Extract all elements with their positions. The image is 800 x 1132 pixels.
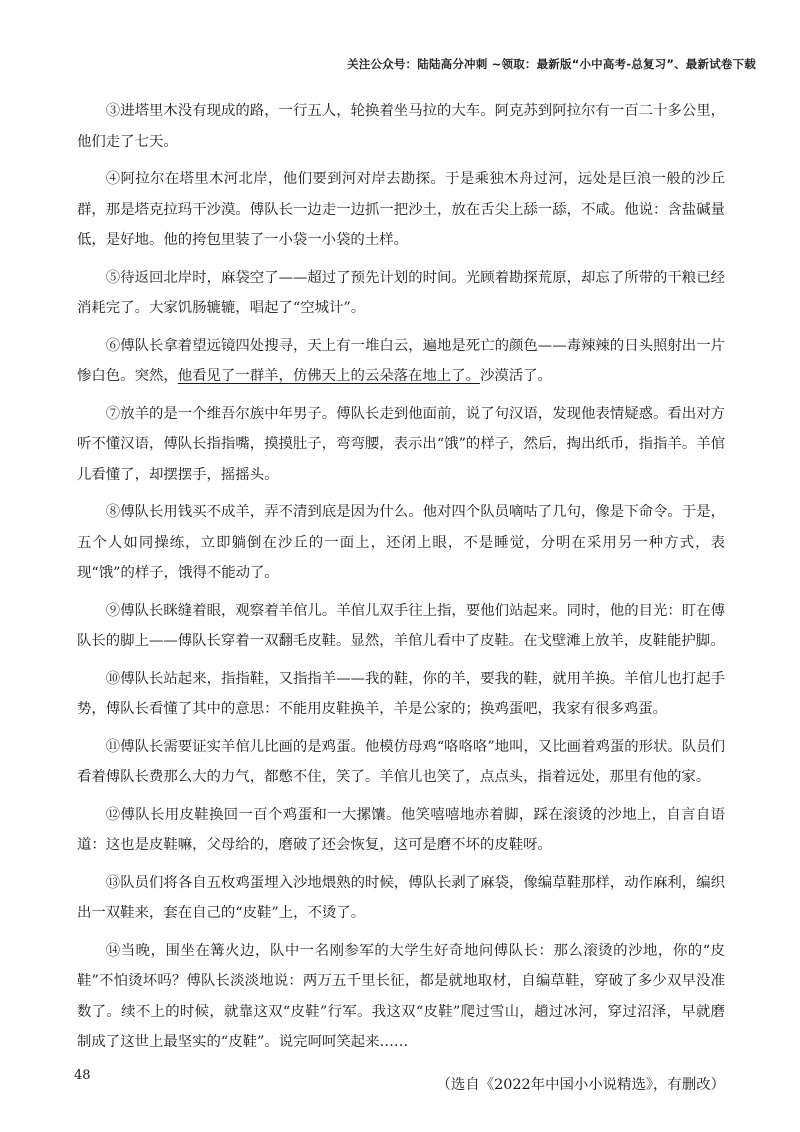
paragraph-4: ④阿拉尔在塔里木河北岸，他们要到河对岸去勘探。于是乘独木舟过河，远处是巨浪一般的沙丘群，那是塔克拉玛干沙漠。傅队长一边走一边抓一把沙土，放在舌尖上舔一舔，不咸。他说：含盐碱量低，是好地。他的挎包里装了一小袋一小袋的土样。 [77,171,725,248]
article-body [77,96,725,1100]
paragraph-12: ⑫傅队长用皮鞋换回一百个鸡蛋和一大摞馕。他笑嘻嘻地赤着脚，踩在滚烫的沙地上，自言自语道：这也是皮鞋嘛，父母给的，磨破了还会恢复，这可是磨不坏的皮鞋呀。 [77,806,725,853]
paragraph-8: ⑧傅队长用钱买不成羊，弄不清到底是因为什么。他对四个队员嘀咕了几句，像是下命令。于是，五个人如同操练，立即躺倒在沙丘的一面上，还闭上眼，不是睡觉，分明在采用另一种方式，表现“饿”的样子，饿得不能动了。 [77,504,725,581]
paragraph-5: ⑤待返回北岸时，麻袋空了——超过了预先计划的时间。光顾着勘探荒原，却忘了所带的干粮已经消耗完了。大家饥肠辘辘，唱起了“空城计”。 [77,269,725,316]
paragraph-10: ⑩傅队长站起来，指指鞋，又指指羊——我的鞋，你的羊，要我的鞋，就用羊换。羊倌儿也打起手势，傅队长看懂了其中的意思：不能用皮鞋换羊，羊是公家的；换鸡蛋吧，我家有很多鸡蛋。 [77,670,725,717]
paragraph-3: ③进塔里木没有现成的路，一行五人，轮换着坐马拉的大车。阿克苏到阿拉尔有一百二十多公里，他们走了七天。 [77,103,725,150]
paragraph-9: ⑨傅队长眯缝着眼，观察着羊倌儿。羊倌儿双手往上指，要他们站起来。同时，他的目光：盯在傅队长的脚上——傅队长穿着一双翻毛皮鞋。显然，羊倌儿看中了皮鞋。在戈壁滩上放羊，皮鞋能护脚。 [77,602,725,649]
page-header-notice: 关注公众号：陆陆高分冲刺 ~领取：最新版“小中高考-总复习”、最新试卷下载 [347,57,756,71]
paragraph-6-after: 沙漠活了。 [479,368,552,384]
paragraph-7: ⑦放羊的是一个维吾尔族中年男子。傅队长走到他面前，说了句汉语，发现他表情疑惑。看出对方听不懂汉语，傅队长指指嘴，摸摸肚子，弯弯腰，表示出“饿”的样子，然后，掏出纸币，指指羊。羊倌儿看懂了，却摆摆手，摇摇头。 [77,405,725,483]
source-citation: （选自《2022年中国小小说精选》，有删改） [436,1076,725,1093]
paragraph-14: ⑭当晚，围坐在篝火边，队中一名刚参军的大学生好奇地问傅队长：那么滚烫的沙地，你的“皮鞋”不怕烫坏吗？傅队长淡淡地说：两万五千里长征，都是就地取材，自编草鞋，穿破了多少双早没准数了。续不上的时候，就靠这双“皮鞋”行军。我这双“皮鞋”爬过雪山，趟过冰河，穿过沼泽，早就磨制成了这世上最坚实的“皮鞋”。说完呵呵笑起来…… [77,942,725,1050]
paragraph-6-before: ⑥傅队长拿着望远镜四处搜寻，天上有一堆白云，遍地是死亡的颜色——毒辣辣的日头照射出一片惨白色。突然， [77,337,725,384]
paragraph-6 [77,331,725,392]
paragraph-11: ⑪傅队长需要证实羊倌儿比画的是鸡蛋。他模仿母鸡“咯咯咯”地叫，又比画着鸡蛋的形状。队员们看着傅队长费那么大的力气，都憋不住，笑了。羊倌儿也笑了，点点头，指着远处，那里有他的家。 [77,738,725,785]
paragraph-13: ⑬队员们将各自五枚鸡蛋埋入沙地煨熟的时候，傅队长剥了麻袋，像编草鞋那样，动作麻利，编织出一双鞋来，套在自己的“皮鞋”上，不烫了。 [77,874,725,921]
underlined-sentence: 他看见了一群羊，仿佛天上的云朵落在地上了。 [177,368,480,384]
page-number: 48 [74,1068,91,1083]
